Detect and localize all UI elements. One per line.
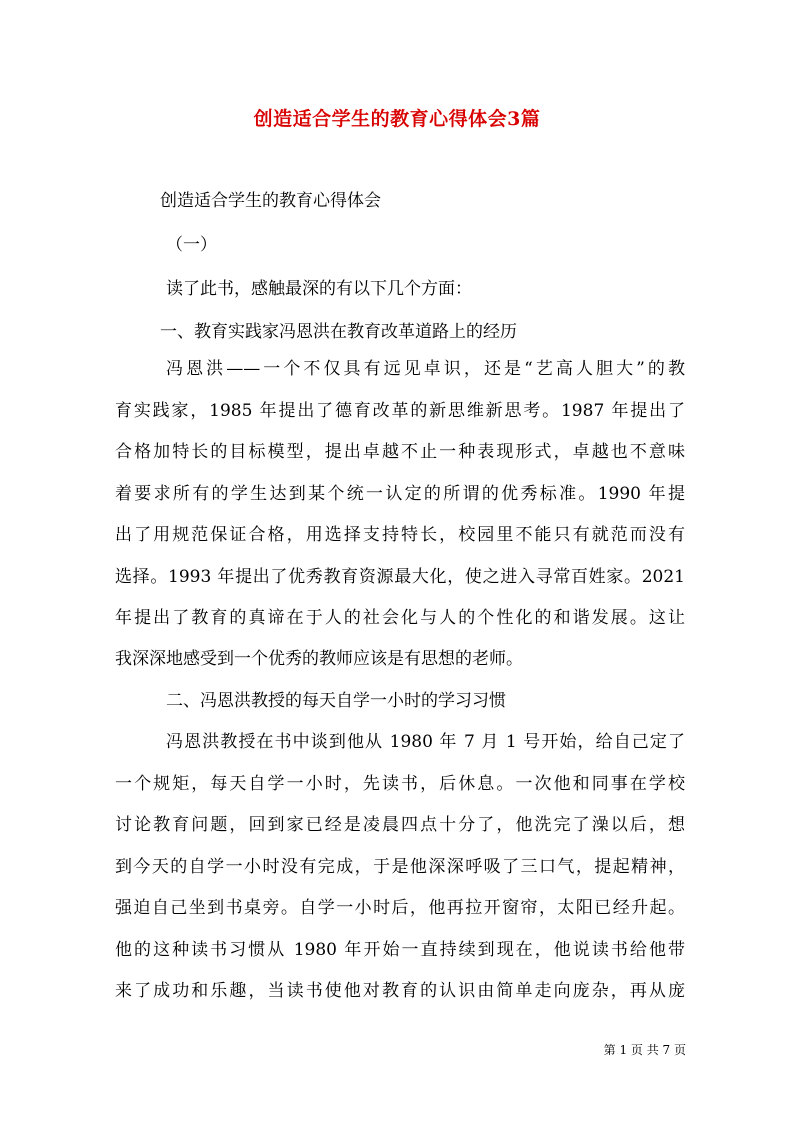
section-marker: （一） — [166, 235, 217, 255]
paragraph-line: 选择。1993 年提出了优秀教育资源最大化，使之进入寻常百姓家。2021 — [115, 567, 685, 587]
paragraph-line: 合格加特长的目标模型，提出卓越不止一种表现形式，卓越也不意味 — [115, 442, 685, 462]
document-title: 创造适合学生的教育心得体会3篇 — [253, 108, 541, 130]
page-number-footer: 第 1 页 共 7 页 — [603, 1043, 686, 1057]
paragraph-line: 强迫自己坐到书桌旁。自学一小时后，他再拉开窗帘，太阳已经升起。 — [115, 898, 685, 918]
paragraph-line: 他的这种读书习惯从 1980 年开始一直持续到现在，他说读书给他带 — [115, 940, 685, 960]
paragraph-line: 冯恩洪教授在书中谈到他从 1980 年 7 月 1 号开始，给自己定了 — [166, 732, 685, 752]
paragraph-line: 讨论教育问题，回到家已经是凌晨四点十分了，他洗完了澡以后，想 — [115, 815, 685, 835]
paragraph-line: 到今天的自学一小时没有完成，于是他深深呼吸了三口气，提起精神， — [115, 857, 685, 877]
paragraph-line: 育实践家，1985 年提出了德育改革的新思维新思考。1987 年提出了 — [115, 401, 685, 421]
paragraph-line: 我深深地感受到一个优秀的教师应该是有思想的老师。 — [115, 649, 523, 669]
paragraph-line: 年提出了教育的真谛在于人的社会化与人的个性化的和谐发展。这让 — [115, 608, 685, 628]
paragraph-line: 着要求所有的学生达到某个统一认定的所谓的优秀标准。1990 年提 — [115, 484, 685, 504]
section-heading-2: 二、冯恩洪教授的每天自学一小时的学习习惯 — [166, 691, 506, 711]
intro-line: 读了此书，感触最深的有以下几个方面： — [166, 279, 472, 299]
document-subtitle: 创造适合学生的教育心得体会 — [160, 191, 381, 211]
paragraph-line: 来了成功和乐趣，当读书使他对教育的认识由简单走向庞杂，再从庞 — [115, 981, 685, 1001]
paragraph-line: 一个规矩，每天自学一小时，先读书，后休息。一次他和同事在学校 — [115, 774, 685, 794]
paragraph-line: 冯恩洪——一个不仅具有远见卓识，还是“艺高人胆大”的教 — [166, 359, 685, 379]
section-heading-1: 一、教育实践家冯恩洪在教育改革道路上的经历 — [160, 322, 517, 342]
paragraph-line: 出了用规范保证合格，用选择支持特长，校园里不能只有就范而没有 — [115, 525, 685, 545]
